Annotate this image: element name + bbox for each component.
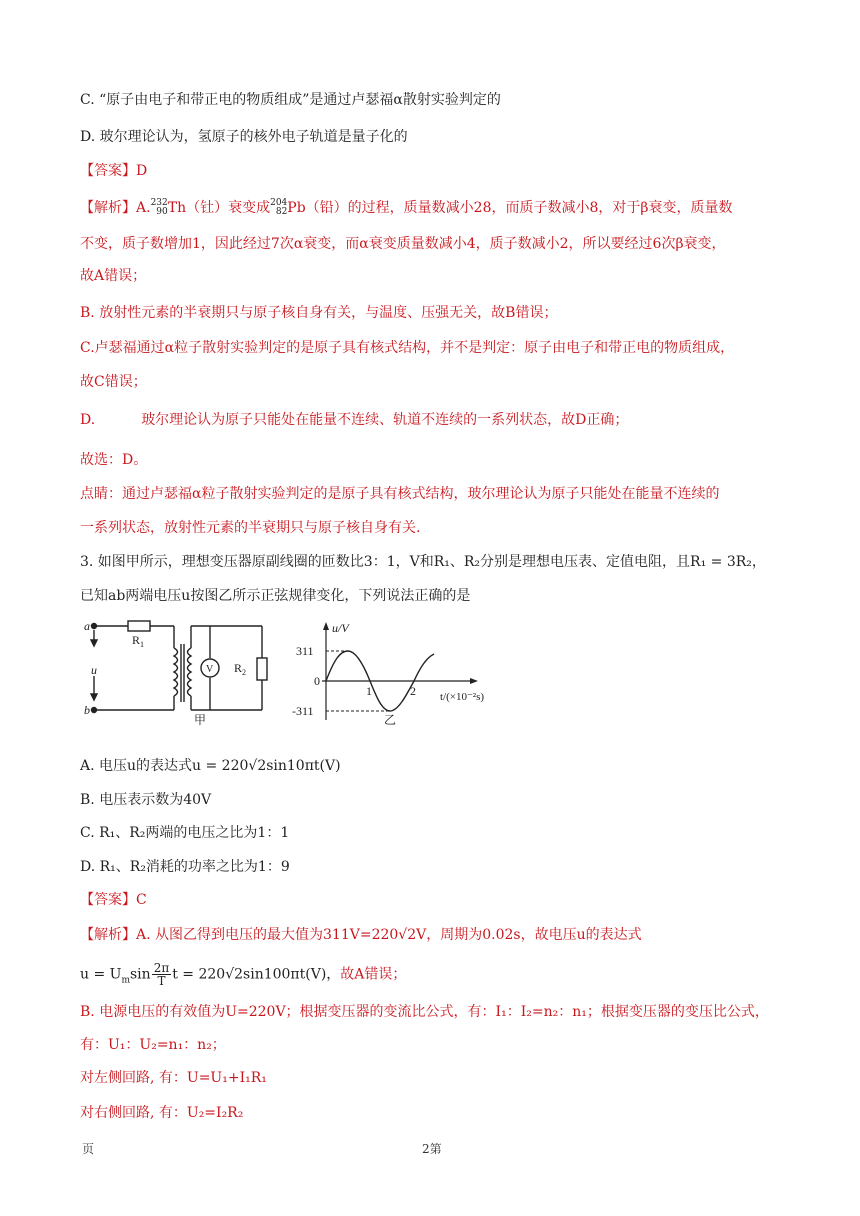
explanation-1-line-7: D. 玻尔理论认为原子只能处在能量不连续、轨道不连续的一系列状态，故D正确；: [80, 412, 629, 428]
option-c: C. “原子由电子和带正电的物质组成”是通过卢瑟福α散射实验判定的: [80, 92, 501, 108]
question-3-option-d: D. R₁、R₂消耗的功率之比为1：9: [80, 859, 290, 875]
option-d: D. 玻尔理论认为，氢原子的核外电子轨道是量子化的: [80, 129, 408, 145]
explanation-2-line-5: 对左侧回路, 有：U=U₁+I₁R₁: [80, 1070, 267, 1086]
resistor-r1: [128, 621, 150, 631]
explanation-2-line-6: 对右侧回路, 有：U₂=I₂R₂: [80, 1105, 244, 1121]
terminal-b: b: [84, 703, 90, 717]
y-tick-0: 0: [314, 674, 320, 688]
explanation-1-line-6: 故C错误；: [80, 374, 147, 390]
r2-label: $R_2$: [234, 661, 247, 677]
explanation-1-line-2: 不变，质子数增加1，因此经过7次α衰变，而α衰变质量数减小4，质子数减小2，所以要经过6次β衰变，: [80, 236, 726, 252]
footer-left: 页: [82, 1142, 95, 1156]
answer-2: 【答案】C: [80, 892, 147, 908]
question-3-stem-2: 已知ab两端电压u按图乙所示正弦规律变化，下列说法正确的是: [80, 588, 471, 604]
question-3-option-c: C. R₁、R₂两端的电压之比为1：1: [80, 825, 290, 841]
explanation-2-formula: $u = U_m\sin$ $\frac{2\pi}{T}$ t = 220√2sin100πt(V)，故A错误；: [80, 961, 407, 988]
explanation-1-conclusion: 故选：D。: [80, 452, 148, 468]
caption-yi: 乙: [384, 713, 397, 726]
explanation-1-line-3: 故A错误；: [80, 268, 147, 284]
terminal-a: a: [84, 619, 90, 633]
caption-jia: 甲: [194, 713, 207, 726]
y-tick-311: 311: [296, 644, 314, 658]
voltage-sine-graph: [292, 621, 484, 726]
answer-1: 【答案】D: [80, 163, 148, 179]
resistor-r2: [257, 658, 267, 680]
x-tick-2: 2: [410, 684, 416, 698]
voltmeter-label: V: [206, 664, 214, 675]
explanation-1-line-5: C.卢瑟福通过α粒子散射实验判定的是原子具有核式结构，并不是判定：原子由电子和带正电的物质组成，: [80, 340, 735, 356]
question-3-stem-1: 3. 如图甲所示，理想变压器原副线圈的匝数比3：1，V和R₁、R₂分别是理想电压表、定值电阻，且R₁ = 3R₂，: [80, 554, 766, 570]
footer-page-number: 2第: [422, 1142, 442, 1156]
question-3-option-a: A. 电压u的表达式u = 220√2sin10πt(V): [80, 758, 341, 774]
circuit-figures: [84, 616, 524, 726]
y-axis-label: u/V: [332, 621, 349, 635]
note-line-1: 点睛：通过卢瑟福α粒子散射实验判定的是原子具有核式结构，玻尔理论认为原子只能处在能量不连续的: [80, 486, 720, 502]
question-3-option-b: B. 电压表示数为40V: [80, 792, 212, 808]
explanation-2-line-4: 有：U₁：U₂=n₁：n₂；: [80, 1037, 226, 1053]
explanation-2-line-1: 【解析】A. 从图乙得到电压的最大值为311V=220√2V，周期为0.02s，故电压u的表达式: [80, 927, 642, 943]
explanation-1-line-4: B. 放射性元素的半衰期只与原子核自身有关，与温度、压强无关，故B错误；: [80, 305, 558, 321]
explanation-2-line-3: B. 电源电压的有效值为U=220V；根据变压器的变流比公式，有：I₁：I₂=n₂：n₁；根据变压器的变压比公式，: [80, 1004, 769, 1020]
voltage-u-label: u: [91, 663, 97, 677]
note-line-2: 一系列状态，放射性元素的半衰期只与原子核自身有关.: [80, 520, 421, 536]
x-tick-1: 1: [366, 684, 372, 698]
y-tick-neg311: -311: [292, 704, 314, 718]
r1-label: $R_1$: [132, 633, 145, 649]
x-axis-label: t/(×10⁻²s): [440, 691, 485, 703]
explanation-1-line-1: 【解析】A. 232 90 Th（钍）衰变成 204 82 Pb（铅）的过程，质量数减小28，而质子数减小8，对于β衰变，质量数: [80, 198, 733, 217]
